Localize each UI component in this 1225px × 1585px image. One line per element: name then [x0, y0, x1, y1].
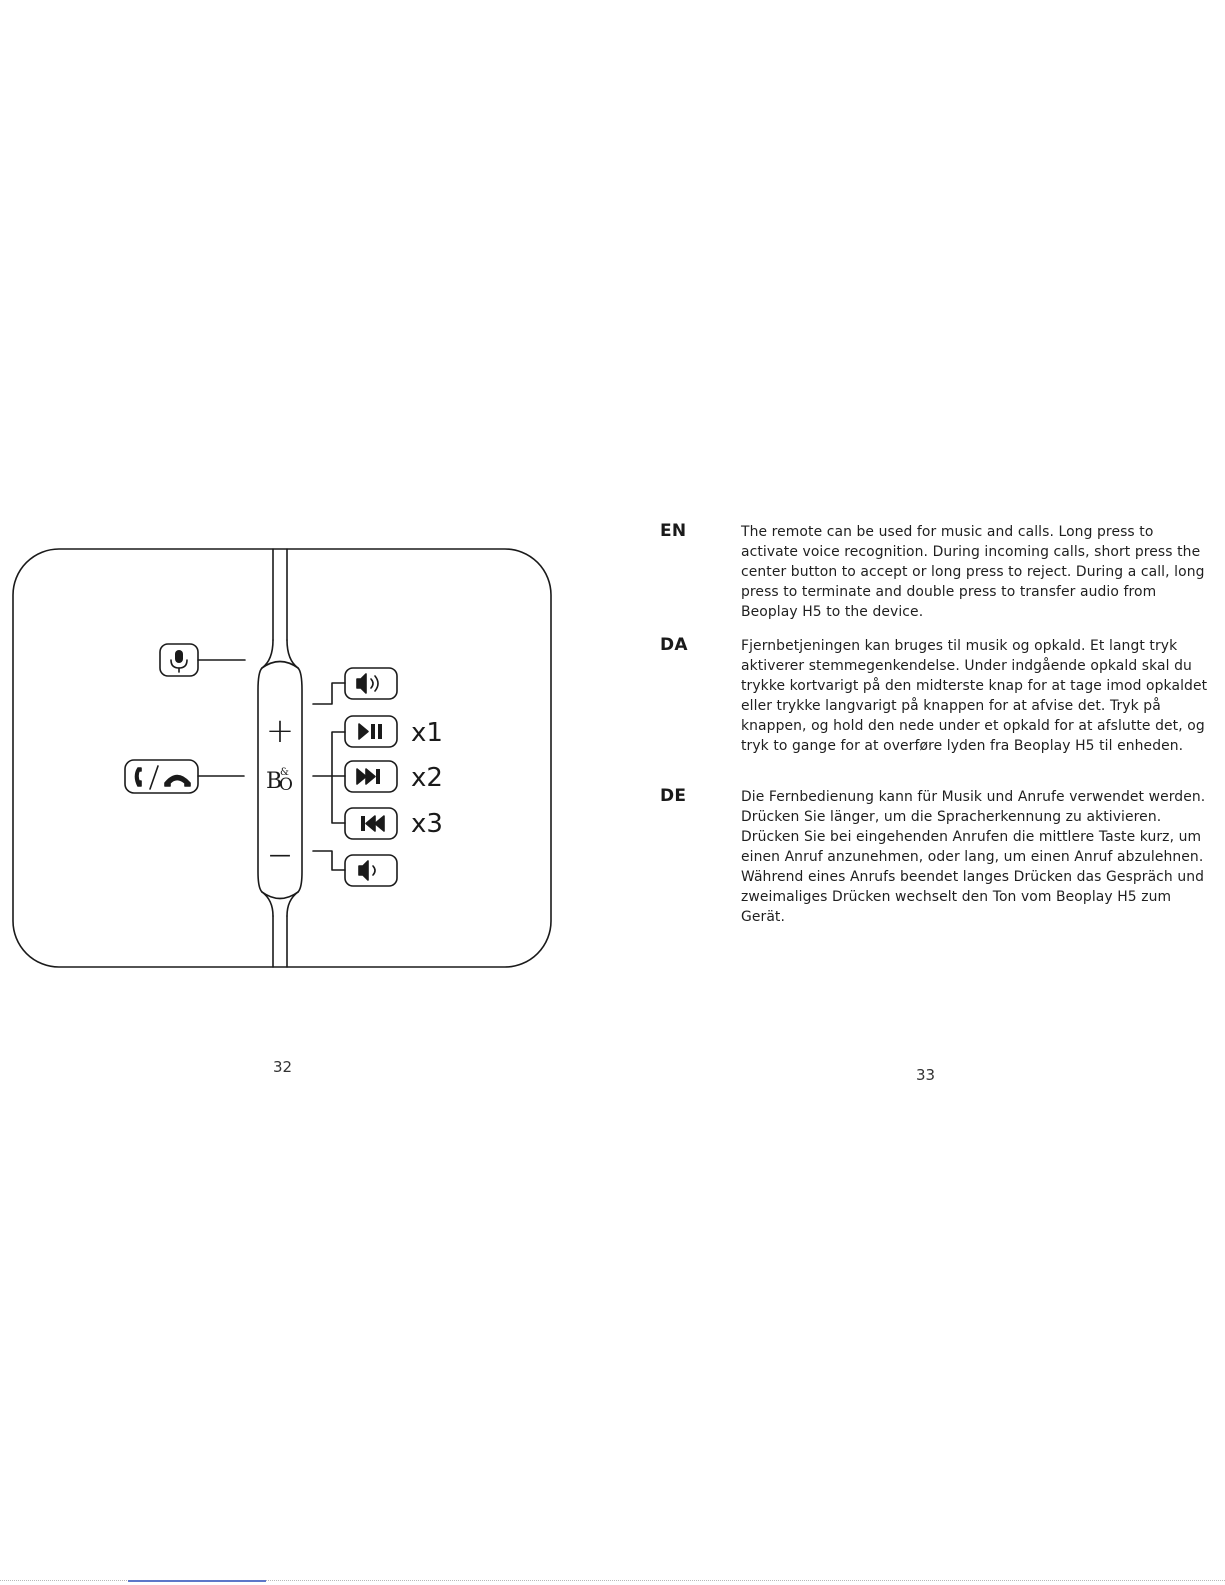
- paragraph-de: Die Fernbedienung kann für Musik und Anrufe verwendet werden. Drücken Sie länger, um die Spracherkennung zu aktivieren. Drücken Sie bei eingehenden Anrufen die mittlere Taste kurz, um einen Anruf anzunehmen, oder lang, um einen Anruf abzulehnen. Während eines Anrufs beendet langes Drücken das Gespräch und zweimaliges Drücken wechselt den Ton vom Beoplay H5 zum Gerät.: [741, 789, 1206, 925]
- previous-track-icon: [345, 808, 397, 839]
- remote-control-diagram: [0, 0, 620, 1000]
- press-count-x1: x1: [411, 718, 443, 748]
- play-pause-icon: [345, 716, 397, 747]
- call-answer-end-icon: [125, 760, 198, 793]
- volume-down-icon: [345, 855, 397, 886]
- press-count-x2: x2: [411, 763, 443, 793]
- press-count-x3: x3: [411, 809, 443, 839]
- bo-logo: [266, 767, 293, 795]
- paragraph-da: Fjernbetjeningen kan bruges til musik og opkald. Et langt tryk aktiverer stemmegenkendelse. Under indgående opkald skal du trykke kortvarigt på den midterste knap for at tage imod opkaldet eller trykke langvarigt på knappen for at afvise det. Tryk på knappen, og hold den nede under et opkald for at afslutte det, og tryk to gange for at overføre lyden fra Beoplay H5 til enheden.: [741, 638, 1208, 754]
- page-number-right: 33: [916, 1066, 936, 1084]
- cable-bottom: [262, 892, 298, 967]
- diagram-frame: [13, 549, 551, 967]
- paragraph-en: The remote can be used for music and calls. Long press to activate voice recognition. During incoming calls, short press the center button to accept or long press to reject. During a call, long press to terminate and double press to transfer audio from Beoplay H5 to the device.: [741, 524, 1205, 620]
- svg-text:&: &: [280, 767, 289, 778]
- right-connectors: [313, 683, 345, 870]
- page-number-left: 32: [273, 1058, 293, 1076]
- lang-label-de: DE: [660, 786, 687, 806]
- lang-label-en: EN: [660, 521, 687, 541]
- volume-minus-label: —: [269, 843, 291, 868]
- svg-text:O: O: [279, 775, 293, 795]
- bottom-blue-rule: [128, 1580, 266, 1582]
- volume-up-icon: [345, 668, 397, 699]
- svg-text:B: B: [266, 769, 283, 794]
- lang-label-da: DA: [660, 635, 688, 655]
- microphone-icon: [160, 644, 198, 676]
- next-track-icon: [345, 761, 397, 792]
- volume-plus-label: +: [265, 711, 295, 751]
- cable-top: [262, 549, 298, 668]
